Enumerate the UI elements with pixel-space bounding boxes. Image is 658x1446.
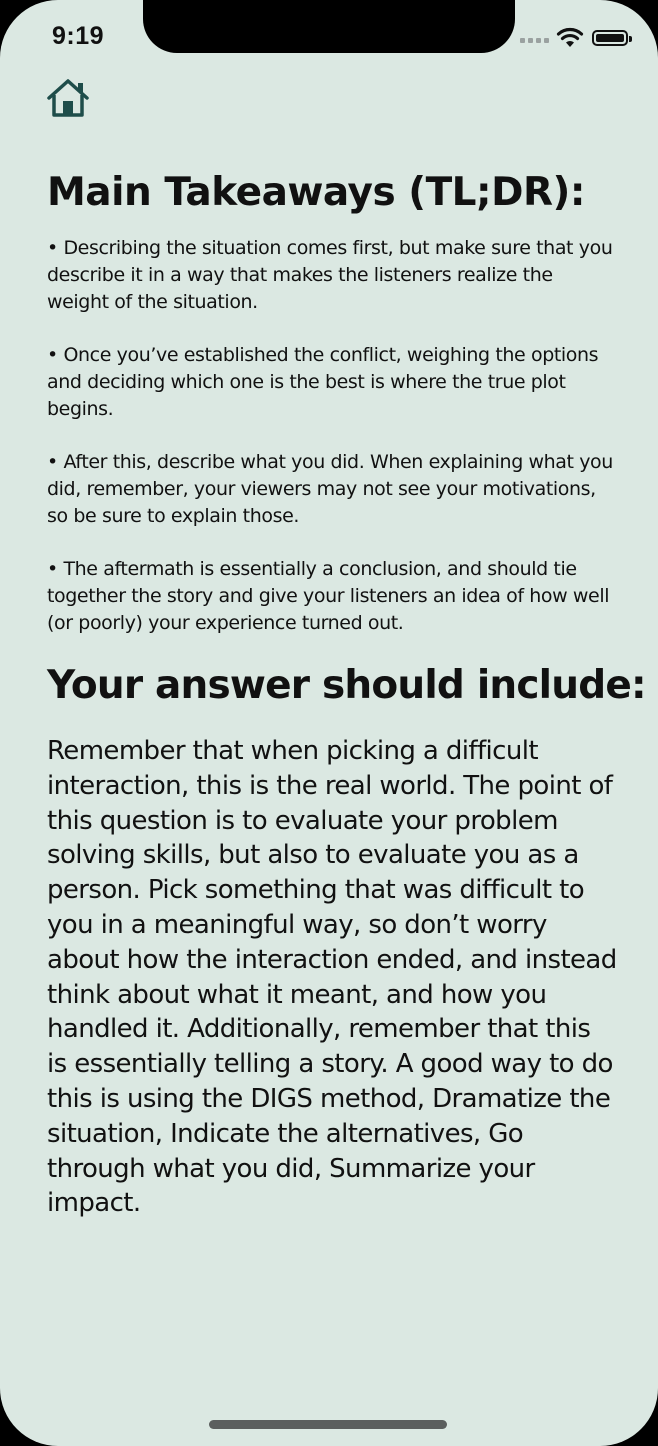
main-content [47, 170, 646, 1221]
wifi-icon [556, 26, 584, 48]
takeaways-heading: Main Takeaways (TL;DR): [47, 170, 585, 215]
takeaways-list [47, 235, 617, 637]
answer-heading: Your answer should include: [47, 663, 646, 708]
takeaway-item: • Describing the situation comes first, but make sure that you describe it in a way that makes the listeners realize the weight of the situation. [47, 237, 613, 313]
device-notch [143, 0, 515, 53]
battery-icon [592, 30, 628, 46]
takeaway-item: • Once you’ve established the conflict, weighing the options and deciding which one is the best is where the true plot begins. [47, 344, 599, 420]
takeaway-item: • After this, describe what you did. When explaining what you did, remember, your viewers may not see your motivations, so be sure to explain those. [47, 451, 613, 527]
home-indicator[interactable] [209, 1420, 447, 1429]
home-icon[interactable] [45, 77, 91, 119]
takeaway-item: • The aftermath is essentially a conclusion, and should tie together the story and give your listeners an idea of how well (or poorly) your experience turned out. [47, 558, 610, 634]
signal-icon [520, 38, 549, 43]
status-time: 9:19 [52, 22, 105, 50]
answer-body: Remember that when picking a difficult interaction, this is the real world. The point of this question is to evaluate your problem solving skills, but also to evaluate you as a person. Pick something that was difficult to you in a meaningful way, so don’t worry about how the interaction ended, and instead think about what it meant, and how you handled it. Additionally, remember that this is essentially telling a story. A good way to do this is using the DIGS method, Dramatize the situation, Indicate the alternatives, Go through what you did, Summarize your impact. [47, 736, 617, 1219]
